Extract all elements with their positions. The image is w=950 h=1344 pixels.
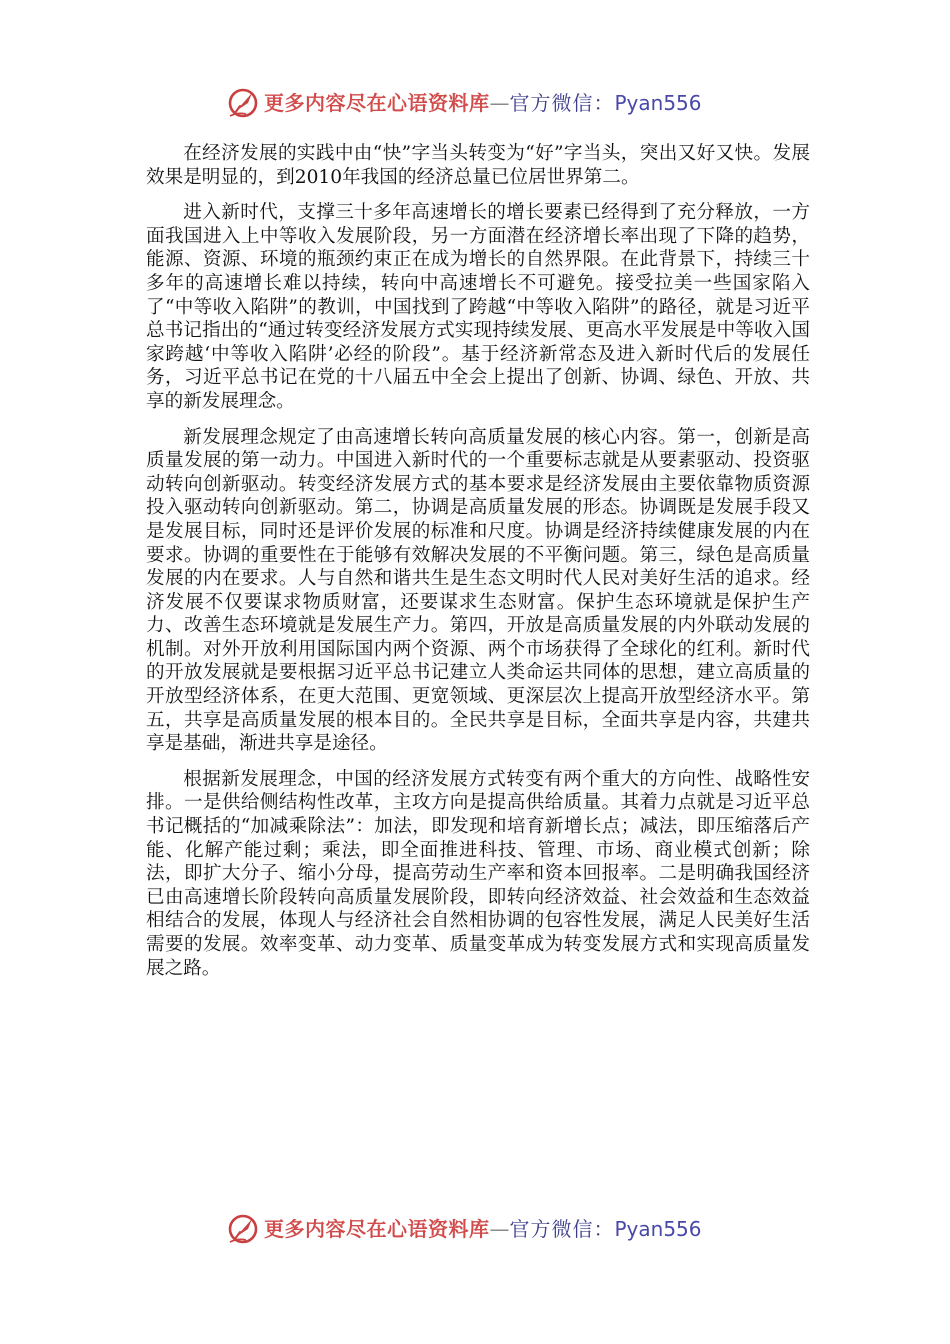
paragraph-1: 在经济发展的实践中由“快”字当头转变为“好”字当头，突出又好又快。发展效果是明显的，到2010年我国的经济总量已位居世界第二。 — [146, 143, 810, 188]
paragraph-4: 根据新发展理念，中国的经济发展方式转变有两个重大的方向性、战略性安排。一是供给侧结构性改革，主攻方向是提高供给质量。其着力点就是习近平总书记概括的“加减乘除法”：加法，即发现和培育新增长点；减法，即压缩落后产能、化解产能过剩；乘法，即全面推进科技、管理、市场、商业模式创新；除法，即扩大分子、缩小分母，提高劳动生产率和资本回报率。二是明确我国经济已由高速增长阶段转向高质量发展阶段，即转向经济效益、社会效益和生态效益相结合的发展，体现人与经济社会自然相协调的包容性发展，满足人民美好生活需要的发展。效率变革、动力变革、质量变革成为转变发展方式和实现高质量发展之路。 — [146, 768, 810, 979]
footer-banner-text — [264, 1212, 702, 1246]
footer-wechat-id: Pyan556 — [614, 1217, 702, 1241]
header-banner-text — [264, 86, 702, 120]
header-wechat-label: 官方微信： — [509, 91, 615, 115]
paragraph-3: 新发展理念规定了由高速增长转向高质量发展的核心内容。第一，创新是高质量发展的第一动力。中国进入新时代的一个重要标志就是从要素驱动、投资驱动转向创新驱动。转变经济发展方式的基本要求是经济发展由主要依靠物质资源投入驱动转向创新驱动。第二，协调是高质量发展的形态。协调既是发展手段又是发展目标，同时还是评价发展的标准和尺度。协调是经济持续健康发展的内在要求。协调的重要性在于能够有效解决发展的不平衡问题。第三，绿色是高质量发展的内在要求。人与自然和谐共生是生态文明时代人民对美好生活的追求。经济发展不仅要谋求物质财富，还要谋求生态财富。保护生态环境就是保护生产力、改善生态环境就是发展生产力。第四，开放是高质量发展的内外联动发展的机制。对外开放利用国际国内两个资源、两个市场获得了全球化的红利。新时代的开放发展就是要根据习近平总书记建立人类命运共同体的思想，建立高质量的开放型经济体系，在更大范围、更宽领域、更深层次上提高开放型经济水平。第五，共享是高质量发展的根本目的。全民共享是目标，全面共享是内容，共建共享是基础，渐进共享是途径。 — [146, 426, 810, 755]
footer-banner-title: 更多内容尽在心语资料库 — [264, 1217, 490, 1241]
footer-banner-dash: — — [489, 1217, 510, 1241]
quill-pen-logo-icon — [226, 86, 260, 120]
paragraph-2: 进入新时代，支撑三十多年高速增长的增长要素已经得到了充分释放，一方面我国进入上中等收入发展阶段，另一方面潜在经济增长率出现了下降的趋势，能源、资源、环境的瓶颈约束正在成为增长的自然界限。在此背景下，持续三十多年的高速增长难以持续，转向中高速增长不可避免。接受拉美一些国家陷入了“中等收入陷阱”的教训，中国找到了跨越“中等收入陷阱”的路径，就是习近平总书记指出的“通过转变经济发展方式实现持续发展、更高水平发展是中等收入国家跨越‘中等收入陷阱’必经的阶段”。基于经济新常态及进入新时代后的发展任务，习近平总书记在党的十八届五中全会上提出了创新、协调、绿色、开放、共享的新发展理念。 — [146, 202, 810, 412]
quill-pen-logo-icon — [226, 1212, 260, 1246]
header-wechat-id: Pyan556 — [614, 91, 702, 115]
header-banner-dash: — — [489, 91, 510, 115]
footer-banner — [226, 1212, 746, 1246]
footer-wechat-label: 官方微信： — [509, 1217, 615, 1241]
header-banner — [226, 86, 746, 120]
header-banner-title: 更多内容尽在心语资料库 — [264, 91, 490, 115]
document-body — [146, 142, 810, 980]
